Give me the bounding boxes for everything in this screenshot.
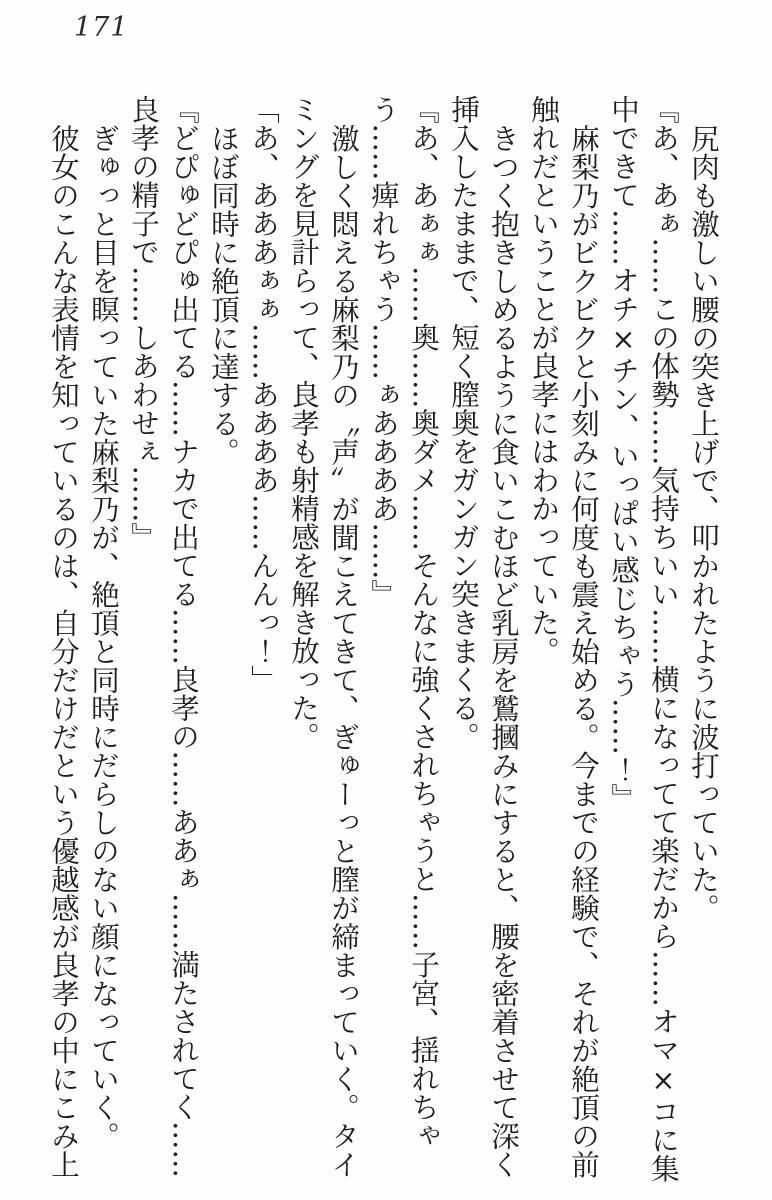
paragraph-dialogue: 『あ、あぁぁ……奥……奥ダメ……そんなに強くされちゃうと……子宮、揺れちゃう……痺れちゃう……ぁああああ……』: [367, 95, 440, 1150]
paragraph-dialogue: 「あ、あああぁぁ……ああああ……んんっ！」: [247, 95, 280, 694]
paragraph-narration: ぎゅっと目を瞑っていた麻梨乃が、絶頂と同時にだらしのない顔になっていく。: [87, 123, 120, 1150]
paragraph-narration: ほぼ同時に絶頂に達する。: [207, 123, 240, 466]
paragraph-dialogue: 『あ、あぁ……この体勢……気持ちいい……横になってて楽だから……オマ×コに集中できて……オチ×チン、いっぱい感じちゃう……！』: [607, 95, 680, 1183]
paragraph-narration: きつく抱きしめるように食いこむほど乳房を鷲摑みにすると、腰を密着させて深く挿入したままで、短く膣奥をガンガン突きまくる。: [447, 95, 520, 1178]
page-number: 171: [74, 12, 129, 43]
paragraph-dialogue: 『どぴゅどぴゅ出てる……ナカで出てる……良孝の……ああぁ……満たされてく……良孝の精子で……しあわせぇ……』: [127, 95, 200, 1178]
paragraph-narration: 彼女のこんな表情を知っているのは、自分だけだという優越感が良孝の中にこみ上: [47, 123, 80, 1178]
text-block: [43, 95, 723, 1185]
paragraph-narration: 麻梨乃がビクビクと小刻みに何度も震え始める。今までの経験で、それが絶頂の前触れだということが良孝にはわかっていた。: [527, 95, 600, 1178]
paragraph-narration: 尻肉も激しい腰の突き上げで、叩かれたように波打っていた。: [687, 123, 720, 922]
paragraph-narration: 激しく悶える麻梨乃の〝声〟が聞こえてきて、ぎゅーっと膣が締まっていく。タイミングを見計らって、良孝も射精感を解き放った。: [287, 95, 360, 1178]
